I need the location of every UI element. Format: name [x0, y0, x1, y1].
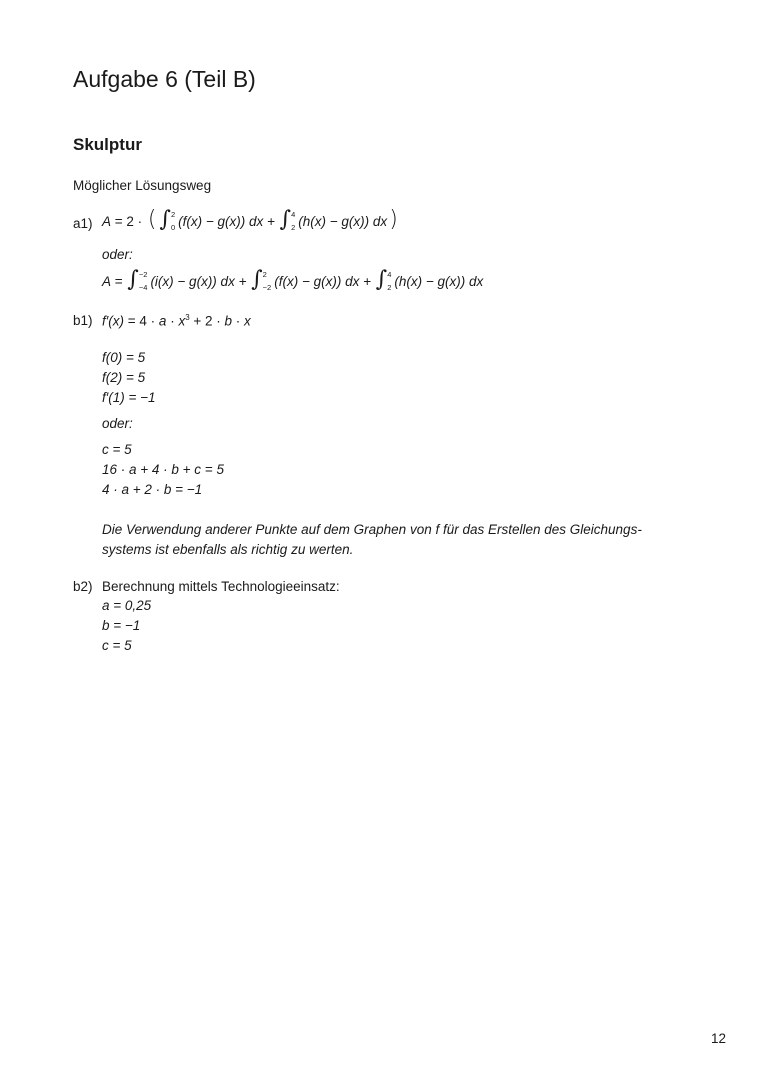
b1-condition: f(0) = 5	[102, 350, 146, 365]
b1-note	[102, 520, 702, 560]
int-lower: −2	[262, 283, 272, 292]
int-upper: 4	[291, 210, 296, 219]
a1-f2-int1-body: (i(x) − g(x)) dx +	[150, 273, 251, 289]
integral-1	[159, 207, 178, 232]
b1-deriv-b: b	[224, 313, 233, 329]
a1-f1-eq: = 2 ·	[111, 213, 146, 229]
b1-deriv-x: x	[178, 313, 186, 329]
b2-result: c = 5	[102, 638, 132, 653]
part-b2-tag: b2)	[73, 579, 93, 594]
b1-deriv-part: = 4 ·	[124, 313, 159, 329]
b1-deriv-exp: 3	[185, 313, 190, 322]
int-lower: 2	[387, 283, 392, 292]
a1-f2-int3-body: (h(x) − g(x)) dx	[394, 273, 484, 289]
b1-system-eq: c = 5	[102, 442, 132, 457]
integral-sign-icon: ∫	[279, 207, 292, 232]
b1-deriv-lhs: f′(x)	[102, 313, 125, 329]
b2-result: b = −1	[102, 618, 141, 633]
part-b1-tag: b1)	[73, 313, 93, 328]
b1-deriv-x2: x	[244, 313, 251, 329]
open-paren-icon: (	[147, 207, 157, 232]
integral-5	[375, 267, 394, 292]
b1-note-line-2: systems ist ebenfalls als richtig zu werten.	[102, 542, 354, 557]
page-subtitle: Skulptur	[73, 135, 142, 154]
b1-deriv-part: + 2 ·	[189, 313, 225, 329]
int-lower: 2	[291, 223, 296, 232]
section-label: Möglicher Lösungsweg	[73, 178, 212, 193]
b1-deriv-part: ·	[232, 313, 245, 329]
integral-4	[251, 267, 273, 292]
integral-sign-icon: ∫	[127, 267, 139, 292]
b2-text: Berechnung mittels Technologieeinsatz:	[102, 579, 340, 594]
close-paren-icon: )	[389, 207, 398, 232]
a1-f1-int2-body: (h(x) − g(x)) dx	[298, 213, 388, 229]
a1-oder: oder:	[102, 247, 133, 262]
page-title: Aufgabe 6 (Teil B)	[73, 66, 256, 92]
integral-sign-icon: ∫	[375, 267, 388, 292]
integral-sign-icon: ∫	[251, 267, 263, 292]
int-lower: −4	[138, 283, 148, 292]
b1-oder: oder:	[102, 416, 133, 431]
int-upper: 4	[387, 270, 392, 279]
a1-f1-int1-body: (f(x) − g(x)) dx +	[178, 213, 279, 229]
b1-condition: f(2) = 5	[102, 370, 146, 385]
integral-3	[127, 267, 149, 292]
page-number: 12	[711, 1031, 727, 1046]
a1-f2-lhs: A	[102, 273, 112, 289]
integral-sign-icon: ∫	[159, 207, 171, 232]
int-upper: −2	[138, 270, 148, 279]
b2-result: a = 0,25	[102, 598, 152, 613]
int-lower: 0	[170, 223, 176, 232]
a1-f1-lhs: A	[102, 213, 112, 229]
a1-formula-2	[102, 267, 484, 292]
b1-note-line-1: Die Verwendung anderer Punkte auf dem Graphen von f für das Erstellen des Gleichungs-	[102, 522, 642, 537]
part-a1-tag: a1)	[73, 216, 93, 231]
integral-2	[279, 207, 298, 232]
a1-f2-eq: =	[111, 273, 127, 289]
a1-formula-1	[102, 207, 400, 232]
b1-derivative	[102, 313, 251, 329]
b1-system-eq: 16 · a + 4 · b + c = 5	[102, 462, 224, 477]
b1-system-eq: 4 · a + 2 · b = −1	[102, 482, 203, 497]
b1-deriv-part: ·	[166, 313, 179, 329]
a1-f2-int2-body: (f(x) − g(x)) dx +	[274, 273, 375, 289]
b1-deriv-a: a	[158, 313, 167, 329]
int-upper: 2	[262, 270, 267, 279]
int-upper: 2	[170, 210, 176, 219]
b1-condition: f′(1) = −1	[102, 390, 156, 405]
